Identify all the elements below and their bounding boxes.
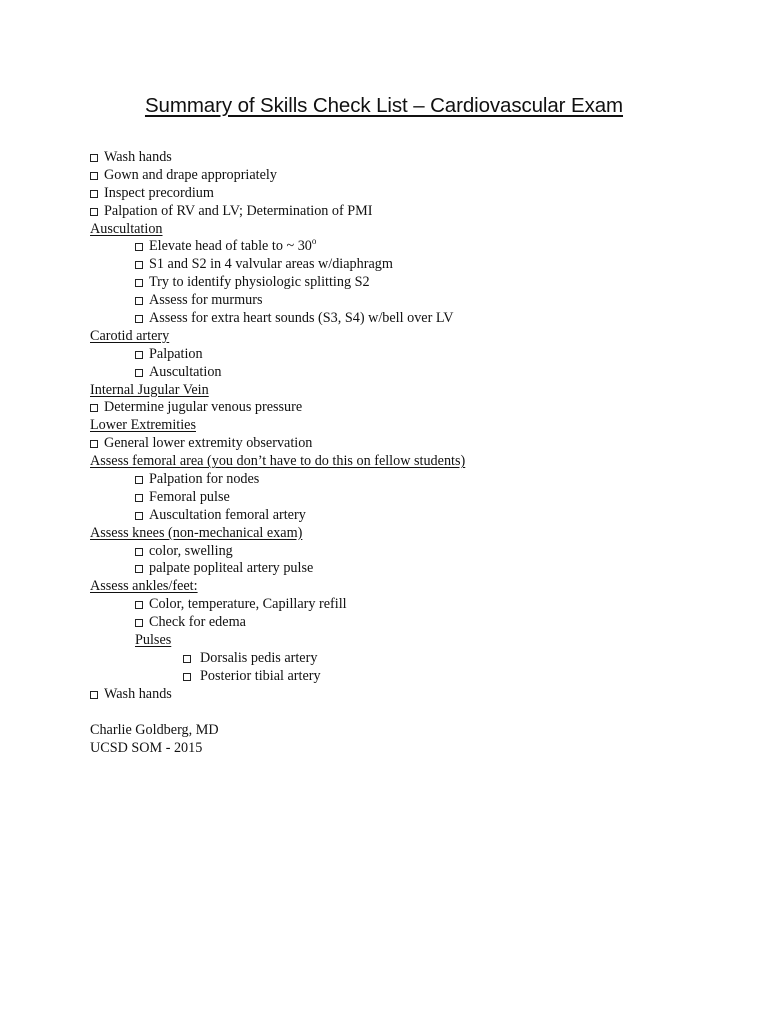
- section-heading-knees: Assess knees (non-mechanical exam): [90, 524, 303, 541]
- list-item: [90, 292, 465, 310]
- checkbox-icon: [135, 315, 143, 323]
- checkbox-icon: [135, 494, 143, 502]
- list-item: [90, 543, 465, 561]
- checkbox-icon: [135, 476, 143, 484]
- item-label: Palpation: [149, 345, 203, 362]
- author-name: Charlie Goldberg, MD: [90, 722, 219, 738]
- item-label: Color, temperature, Capillary refill: [149, 596, 347, 613]
- list-item: [90, 364, 465, 382]
- item-label: Wash hands: [104, 685, 172, 702]
- item-label: Try to identify physiologic splitting S2: [149, 274, 370, 291]
- page-title: Summary of Skills Check List – Cardiovascular Exam: [144, 94, 624, 117]
- list-item: [90, 668, 465, 686]
- checkbox-icon: [135, 297, 143, 305]
- section-heading-carotid: Carotid artery: [90, 327, 170, 344]
- item-label: palpate popliteal artery pulse: [149, 560, 314, 577]
- checkbox-icon: [90, 208, 98, 216]
- list-item: [90, 435, 465, 453]
- checkbox-icon: [135, 512, 143, 520]
- checkbox-icon: [135, 369, 143, 377]
- checkbox-icon: [183, 673, 191, 681]
- item-label: Determine jugular venous pressure: [104, 399, 303, 416]
- degree-superscript: o: [311, 235, 317, 246]
- item-label: Wash hands: [104, 149, 172, 165]
- checkbox-icon: [135, 261, 143, 269]
- subsection-heading-pulses: [90, 632, 465, 650]
- list-item: [90, 399, 465, 417]
- item-label: General lower extremity observation: [104, 435, 313, 452]
- list-item: [90, 614, 465, 632]
- list-item: [90, 650, 465, 668]
- list-item: [90, 149, 465, 167]
- checkbox-icon: [183, 655, 191, 663]
- checklist: [90, 149, 465, 704]
- list-item: [90, 686, 465, 704]
- list-item: [90, 167, 465, 185]
- item-label: S1 and S2 in 4 valvular areas w/diaphragm: [149, 256, 393, 273]
- item-label: Posterior tibial artery: [200, 667, 321, 684]
- checkbox-icon: [90, 440, 98, 448]
- list-item: [90, 489, 465, 507]
- pulses-label: Pulses: [135, 632, 172, 649]
- item-label: Palpation for nodes: [149, 471, 260, 488]
- checkbox-icon: [135, 351, 143, 359]
- checkbox-icon: [135, 565, 143, 573]
- list-item: [90, 471, 465, 489]
- item-label: Gown and drape appropriately: [104, 166, 277, 183]
- list-item: [90, 185, 465, 203]
- list-item: [90, 235, 465, 256]
- item-text: Elevate head of table to ~ 30: [149, 238, 312, 255]
- item-label: Assess for extra heart sounds (S3, S4) w/bell over LV: [149, 310, 454, 327]
- item-label: color, swelling: [149, 542, 233, 559]
- list-item: [90, 560, 465, 578]
- checkbox-icon: [90, 691, 98, 699]
- checkbox-icon: [135, 279, 143, 287]
- section-heading-ankles: Assess ankles/feet:: [90, 578, 198, 595]
- item-label: Assess for murmurs: [149, 292, 263, 309]
- item-label: [149, 235, 317, 256]
- checkbox-icon: [90, 404, 98, 412]
- list-item: [90, 596, 465, 614]
- checkbox-icon: [90, 190, 98, 198]
- list-item: [90, 346, 465, 364]
- item-label: Auscultation: [149, 363, 222, 380]
- document-footer: [90, 722, 219, 758]
- list-item: [90, 256, 465, 274]
- item-label: Palpation of RV and LV; Determination of PMI: [104, 202, 373, 219]
- checkbox-icon: [135, 601, 143, 609]
- checkbox-icon: [135, 548, 143, 556]
- checkbox-icon: [135, 243, 143, 251]
- section-heading-auscultation: Auscultation: [90, 220, 163, 237]
- item-label: Auscultation femoral artery: [149, 506, 306, 523]
- item-label: Femoral pulse: [149, 488, 230, 505]
- section-heading-ijv: Internal Jugular Vein: [90, 381, 209, 398]
- checkbox-icon: [135, 619, 143, 627]
- section-heading-lower-extremities: Lower Extremities: [90, 417, 196, 434]
- author-affiliation: UCSD SOM - 2015: [90, 739, 203, 756]
- list-item: [90, 274, 465, 292]
- list-item: [90, 203, 465, 221]
- list-item: [90, 310, 465, 328]
- item-label: Inspect precordium: [104, 184, 214, 201]
- list-item: [90, 507, 465, 525]
- checkbox-icon: [90, 172, 98, 180]
- section-heading-femoral: Assess femoral area (you don’t have to do this on fellow students): [90, 453, 466, 470]
- item-label: Check for edema: [149, 614, 246, 631]
- checkbox-icon: [90, 154, 98, 162]
- item-label: Dorsalis pedis artery: [200, 649, 318, 666]
